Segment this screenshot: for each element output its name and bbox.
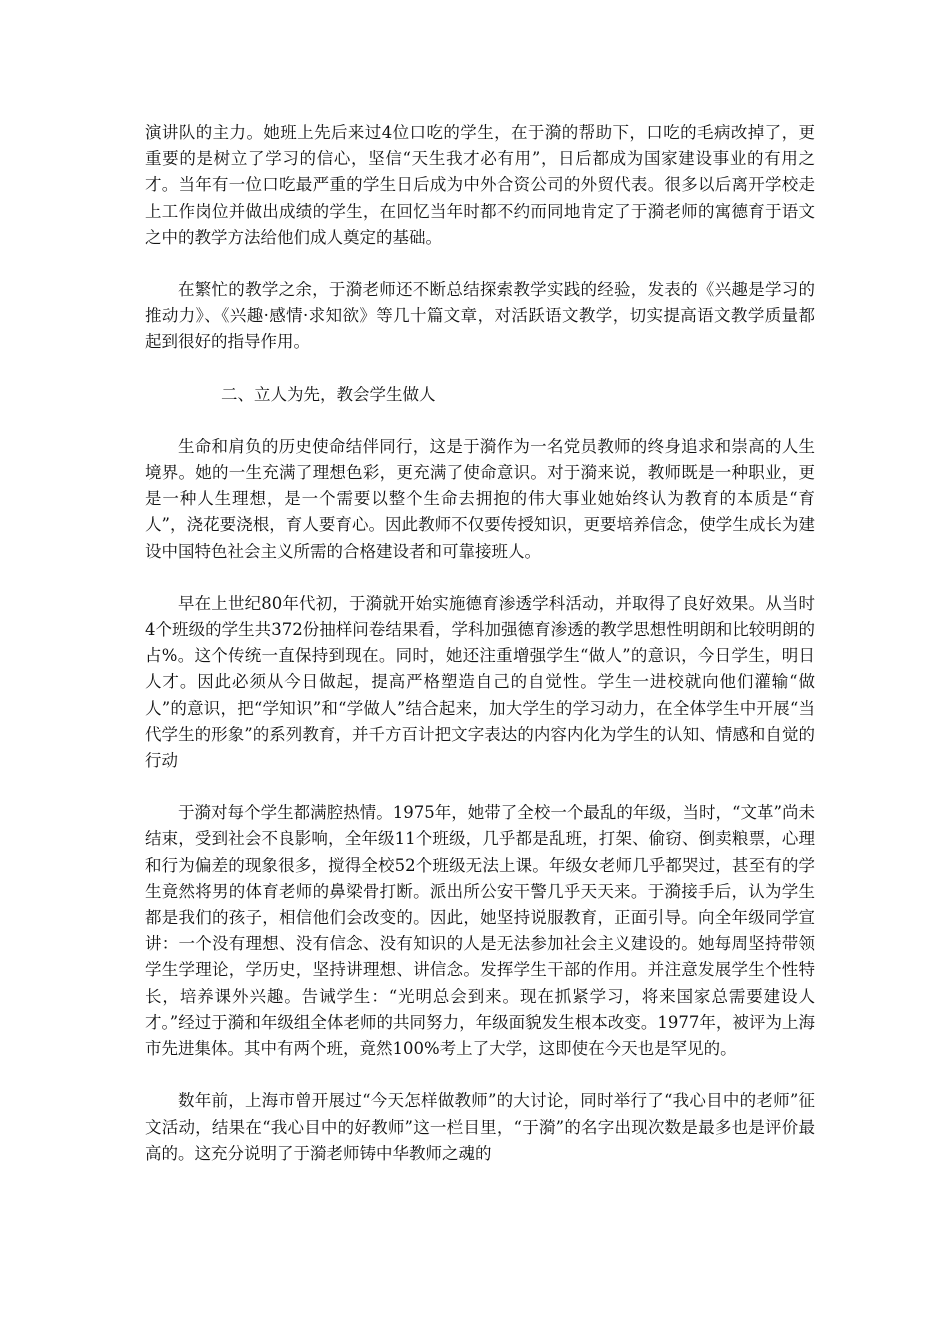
paragraph-3: 生命和肩负的历史使命结伴同行，这是于漪作为一名党员教师的终身追求和崇高的人生境界。她的一生充满了理想色彩，更充满了使命意识。对于漪来说，教师既是一种职业，更是一种人生理想，是一个需要以整个生命去拥抱的伟大事业她始终认为教育的本质是“育人”，浇花要浇根，育人要育心。因此教师不仅要传授知识，更要培养信念，使学生成长为建设中国特色社会主义所需的合格建设者和可靠接班人。 [145, 436, 815, 561]
paragraph-2: 在繁忙的教学之余，于漪老师还不断总结探索教学实践的经验，发表的《兴趣是学习的推动力》、《兴趣·感情·求知欲》等几十篇文章，对活跃语文教学，切实提高语文教学质量都起到很好的指导作用。 [145, 280, 815, 352]
paragraph-4: 早在上世纪80年代初，于漪就开始实施德育渗透学科活动，并取得了良好效果。从当时4个班级的学生共372份抽样问卷结果看，学科加强德育渗透的教学思想性明朗和比较明朗的占%。这个传统一直保持到现在。同时，她还注重增强学生“做人”的意识，今日学生，明日人才。因此必须从今日做起，提高严格塑造自己的自觉性。学生一进校就向他们灌输“做人”的意识，把“学知识”和“学做人”结合起来，加大学生的学习动力，在全体学生中开展“当代学生的形象”的系列教育，并千方百计把文字表达的内容内化为学生的认知、情感和自觉的行动 [145, 593, 815, 771]
paragraph-6: 数年前，上海市曾开展过“今天怎样做教师”的大讨论，同时举行了“我心目中的老师”征文活动，结果在“我心目中的好教师”这一栏目里，“于漪”的名字出现次数是最多也是评价最高的。这充分说明了于漪老师铸中华教师之魂的 [145, 1091, 815, 1163]
section-heading: 二、立人为先，教会学生做人 [221, 384, 436, 404]
paragraph-5: 于漪对每个学生都满腔热情。1975年，她带了全校一个最乱的年级，当时，“文革”尚未结束，受到社会不良影响，全年级11个班级，几乎都是乱班，打架、偷窃、倒卖粮票，心理和行为偏差的现象很多，搅得全校52个班级无法上课。年级女老师几乎都哭过，甚至有的学生竟然将男的体育老师的鼻梁骨打断。派出所公安干警几乎天天来。于漪接手后，认为学生都是我们的孩子，相信他们会改变的。因此，她坚持说服教育，正面引导。向全年级同学宣讲：一个没有理想、没有信念、没有知识的人是无法参加社会主义建设的。她每周坚持带领学生学理论，学历史，坚持讲理想、讲信念。发挥学生干部的作用。并注意发展学生个性特长，培养课外兴趣。告诫学生：“光明总会到来。现在抓紧学习，将来国家总需要建设人才。”经过于漪和年级组全体老师的共同努力，年级面貌发生根本改变。1977年，被评为上海市先进集体。其中有两个班，竟然100%考上了大学，这即使在今天也是罕见的。 [145, 803, 815, 1059]
paragraph-1: 演讲队的主力。她班上先后来过4位口吃的学生，在于漪的帮助下，口吃的毛病改掉了，更重要的是树立了学习的信心，坚信“天生我才必有用”，日后都成为国家建设事业的有用之才。当年有一位口吃最严重的学生日后成为中外合资公司的外贸代表。很多以后离开学校走上工作岗位并做出成绩的学生，在回忆当年时都不约而同地肯定了于漪老师的寓德育于语文之中的教学方法给他们成人奠定的基础。 [145, 123, 815, 247]
document-page [145, 120, 815, 1193]
